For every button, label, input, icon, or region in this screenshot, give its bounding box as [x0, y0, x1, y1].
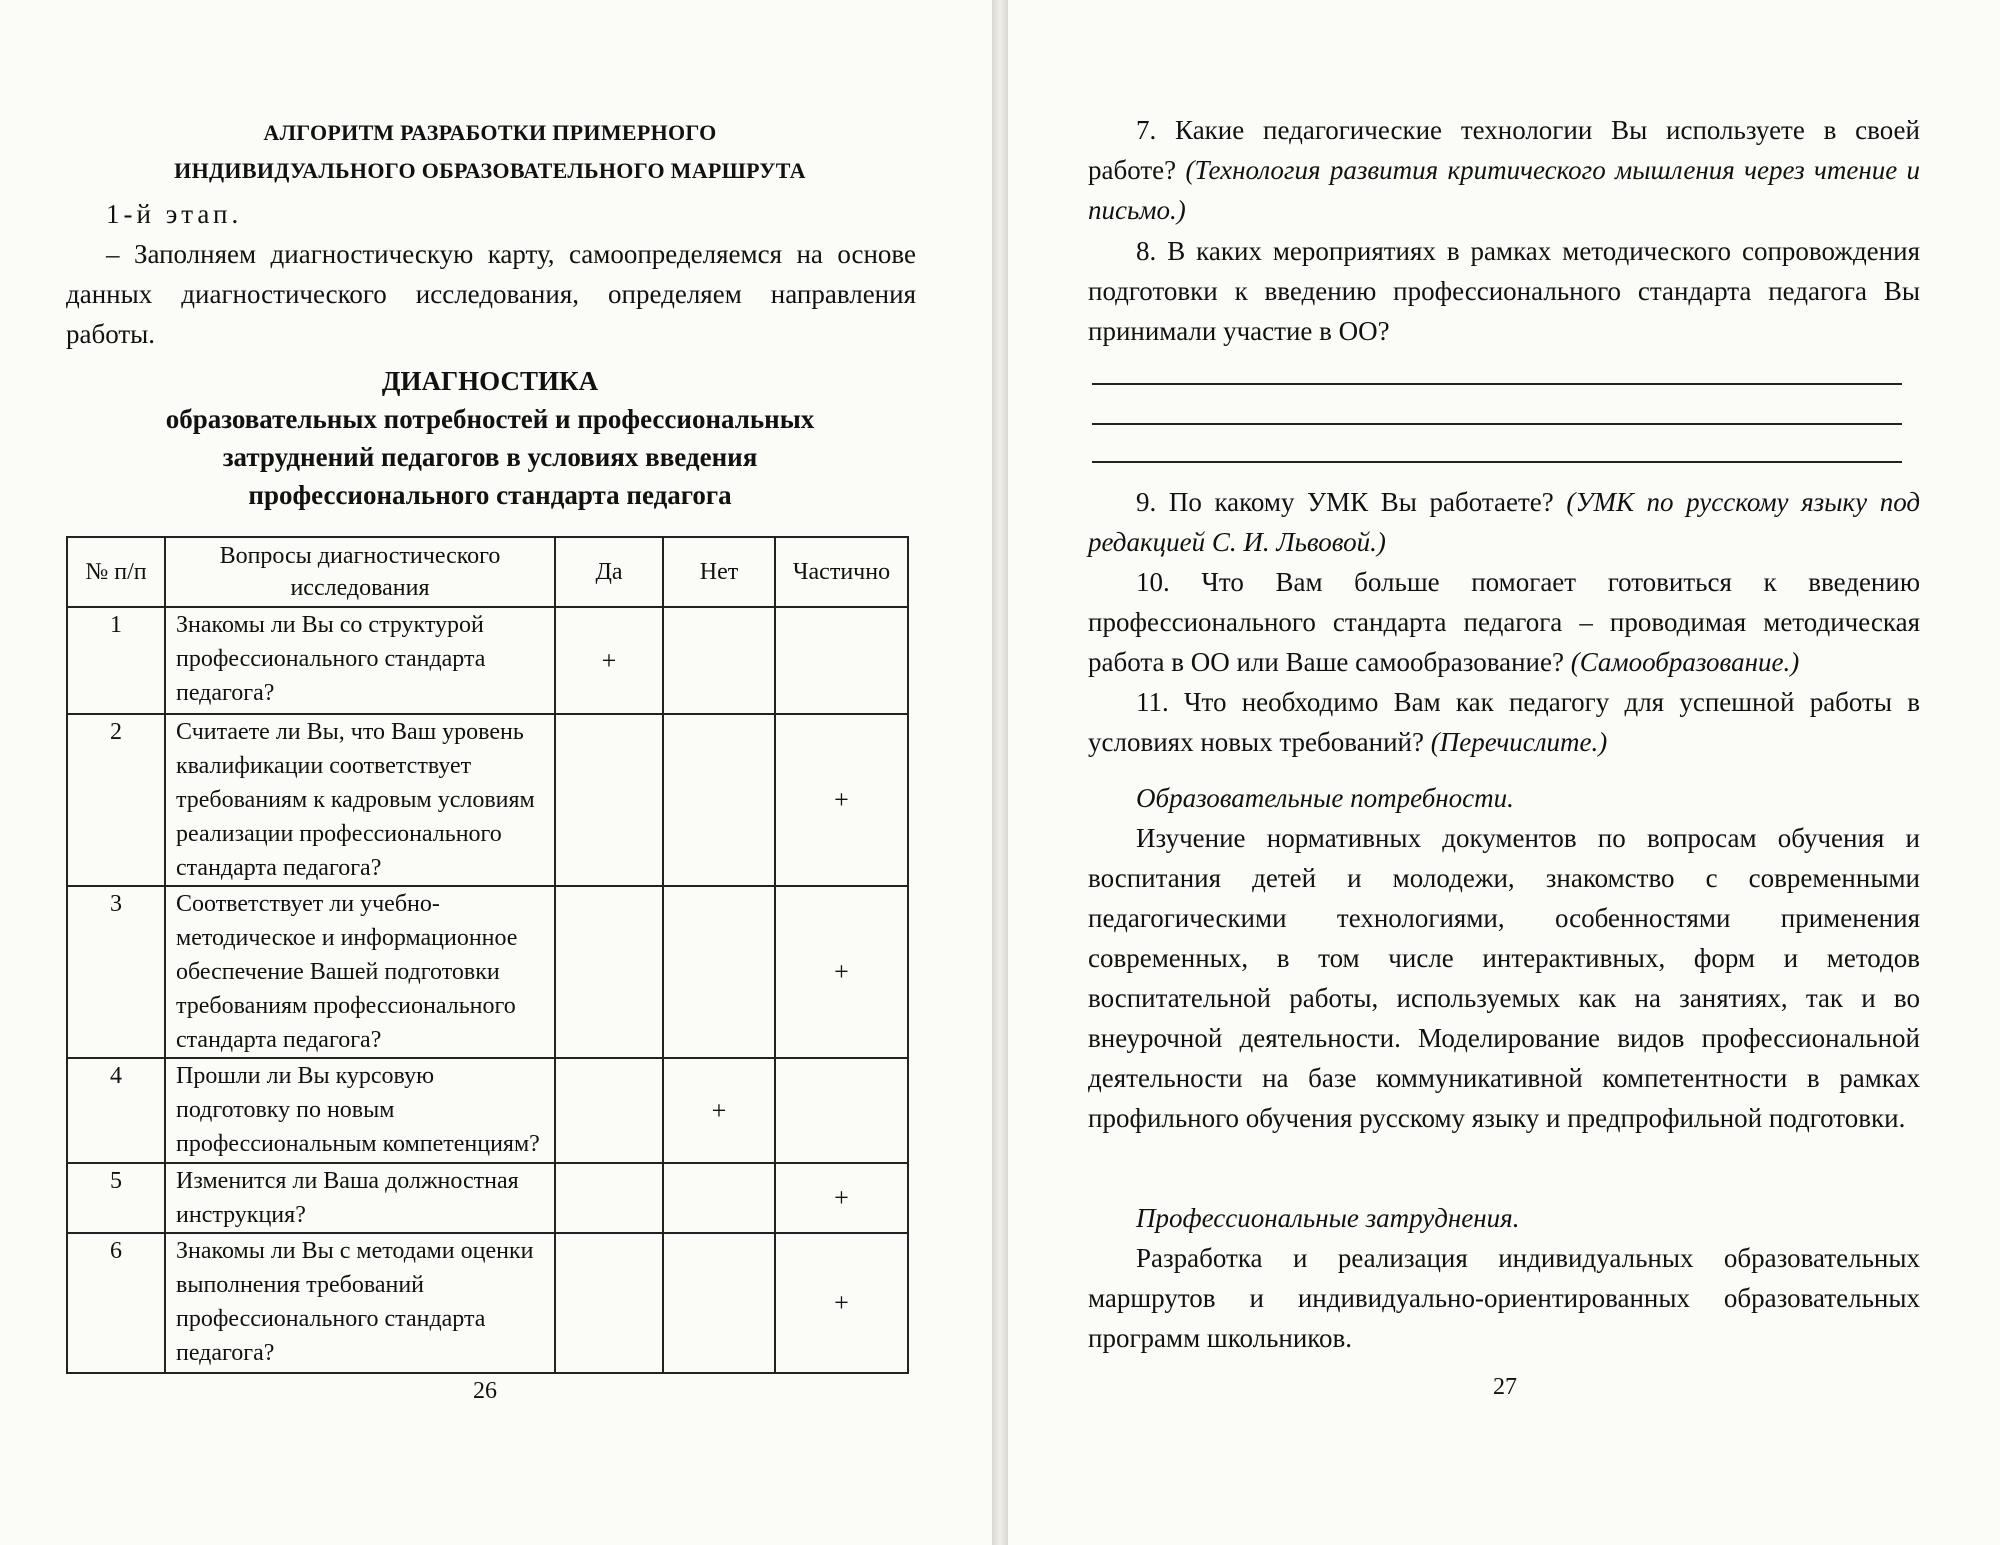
header-no: Нет — [663, 537, 775, 607]
row-no-mark: + — [663, 1058, 775, 1163]
diagnostics-subtitle-3: профессионального стандарта педагога — [248, 480, 732, 510]
row-num: 2 — [67, 714, 165, 886]
row-question: Соответствует ли учебно-методическое и информационное обеспечение Вашей подготовки требованиям профессионального стандарта педагога? — [165, 886, 555, 1058]
question-10 — [1088, 562, 1920, 682]
row-question: Считаете ли Вы, что Ваш уровень квалификации соответствует требованиям к кадровым условиям реализации профессионального стандарта педагога? — [165, 714, 555, 886]
left-page — [0, 0, 992, 1545]
row-question: Знакомы ли Вы с методами оценки выполнения требований профессионального стандарта педагога? — [165, 1233, 555, 1373]
page-number-left: 26 — [473, 1378, 497, 1404]
header-num: № п/п — [67, 537, 165, 607]
row-num: 5 — [67, 1163, 165, 1233]
answer-line-3 — [1092, 461, 1902, 463]
question-10-answer: (Самообразование.) — [1570, 647, 1800, 677]
question-11-text: 11. Что необходимо Вам как педагогу для успешной работы в условиях новых требований? — [1088, 687, 1920, 757]
question-9-text: 9. По какому УМК Вы работаете? — [1136, 487, 1554, 517]
table-row — [67, 607, 908, 714]
question-8: 8. В каких мероприятиях в рамках методического сопровождения подготовки к введению профессионального стандарта педагога Вы принимали участие в ОО? — [1088, 236, 1920, 346]
row-no-mark — [663, 886, 775, 1058]
question-11 — [1088, 682, 1920, 762]
diagnostics-subtitle-2: затруднений педагогов в условиях введения — [222, 442, 758, 472]
question-9 — [1088, 482, 1920, 562]
row-no-mark — [663, 1233, 775, 1373]
row-no-mark — [663, 1163, 775, 1233]
diagnostics-table — [66, 536, 909, 1374]
table-row — [67, 1058, 908, 1163]
answer-line-1 — [1092, 383, 1902, 385]
question-10-text: 10. Что Вам больше помогает готовиться к введению профессионального стандарта педагога – проводимая методическая работа в ОО или Ваше самообразование? — [1088, 567, 1920, 677]
row-no-mark — [663, 607, 775, 714]
difficulties-heading: Профессиональные затруднения. — [1136, 1203, 1520, 1233]
header-question: Вопросы диагностического исследования — [165, 537, 555, 607]
needs-heading: Образовательные потребности. — [1136, 783, 1514, 813]
row-question: Знакомы ли Вы со структурой профессионального стандарта педагога? — [165, 607, 555, 714]
row-no-mark — [663, 714, 775, 886]
row-yes-mark — [555, 1233, 663, 1373]
row-num: 6 — [67, 1233, 165, 1373]
question-7-text: 7. Какие педагогические технологии Вы используете в своей работе? — [1088, 115, 1920, 185]
stage-intro: – Заполняем диагностическую карту, самоопределяемся на основе данных диагностического исследования, определяем направления работы. — [66, 239, 916, 349]
row-yes-mark — [555, 886, 663, 1058]
diagnostics-title: ДИАГНОСТИКА — [381, 366, 599, 396]
row-yes-mark — [555, 1058, 663, 1163]
table-row — [67, 886, 908, 1058]
header-partly: Частично — [775, 537, 908, 607]
row-question: Изменится ли Ваша должностная инструкция? — [165, 1163, 555, 1233]
header-yes: Да — [555, 537, 663, 607]
question-9-answer: (УМК по русскому языку под редакцией С. И. Львовой.) — [1088, 487, 1921, 557]
answer-line-2 — [1092, 423, 1902, 425]
table-row — [67, 1233, 908, 1373]
difficulties-text: Разработка и реализация индивидуальных образовательных маршрутов и индивидуально-ориентированных образовательных программ школьников. — [1088, 1243, 1920, 1353]
row-num: 1 — [67, 607, 165, 714]
page-number-right: 27 — [1493, 1374, 1517, 1400]
row-yes-mark — [555, 1163, 663, 1233]
diagnostics-subtitle-1: образовательных потребностей и профессиональных — [165, 404, 815, 434]
row-num: 4 — [67, 1058, 165, 1163]
row-question: Прошли ли Вы курсовую подготовку по новым профессиональным компетенциям? — [165, 1058, 555, 1163]
row-yes-mark — [555, 714, 663, 886]
question-7 — [1088, 110, 1920, 230]
algorithm-title-line1: АЛГОРИТМ РАЗРАБОТКИ ПРИМЕРНОГО — [263, 120, 717, 145]
row-partly-mark — [775, 607, 908, 714]
needs-text: Изучение нормативных документов по вопросам обучения и воспитания детей и молодежи, знакомство с современными педагогическими технологиями, особенностями применения современных, в том числе интерактивных, форм и методов воспитательной работы, используемых как на занятиях, так и во внеурочной деятельности. Моделирование видов профессиональной деятельности на базе коммуникативной компетентности в рамках профильного обучения русскому языку и предпрофильной подготовки. — [1088, 823, 1920, 1133]
question-11-answer: (Перечислите.) — [1430, 727, 1608, 757]
row-partly-mark: + — [775, 1163, 908, 1233]
row-partly-mark: + — [775, 714, 908, 886]
book-gutter — [992, 0, 1008, 1545]
table-row — [67, 1163, 908, 1233]
row-num: 3 — [67, 886, 165, 1058]
row-yes-mark: + — [555, 607, 663, 714]
table-row — [67, 714, 908, 886]
row-partly-mark: + — [775, 1233, 908, 1373]
algorithm-title-line2: ИНДИВИДУАЛЬНОГО ОБРАЗОВАТЕЛЬНОГО МАРШРУТА — [174, 158, 806, 183]
question-7-answer: (Технология развития критического мышления через чтение и письмо.) — [1088, 155, 1921, 225]
row-partly-mark — [775, 1058, 908, 1163]
stage-label: 1-й этап. — [106, 199, 243, 229]
row-partly-mark: + — [775, 886, 908, 1058]
